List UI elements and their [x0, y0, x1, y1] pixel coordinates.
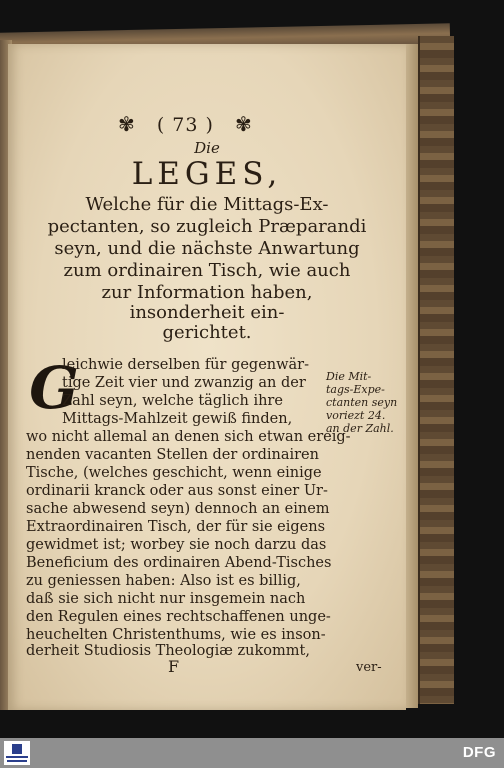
margin-note-line: an der Zahl. [326, 422, 394, 435]
title-die: Die [194, 139, 220, 157]
page-number: ( 73 ) [156, 114, 214, 136]
body-line: nenden vacanten Stellen der ordinairen [26, 447, 319, 463]
body-line: Mittags-Mahlzeit gewiß finden, [62, 411, 293, 427]
page-header [118, 112, 253, 136]
book-page [8, 44, 406, 710]
body-line: Extraordinairen Tisch, der für sie eigens [26, 519, 326, 535]
ornament-left-icon: ✾ [118, 112, 136, 136]
body-line: Beneficium des ordinairen Abend-Tisches [26, 555, 332, 571]
margin-note-line: Die Mit- [326, 370, 372, 383]
ornament-right-icon: ✾ [234, 112, 253, 136]
body-line: daß sie sich nicht nur insgemein nach [26, 591, 306, 607]
book-cover-edge [418, 36, 454, 704]
margin-note-line: ctanten seyn [326, 396, 398, 409]
dfg-logo[interactable]: DFG [462, 744, 496, 761]
body-line: ordinarii kranck oder aus sonst einer Ur- [26, 483, 328, 499]
body-line: sache abwesend seyn) dennoch an einem [26, 501, 330, 517]
body-line: wo nicht allemal an denen sich etwan ereig- [26, 429, 351, 445]
margin-note-line: tags-Expe- [326, 383, 385, 396]
body-line: derheit Studiosis Theologiæ zukommt, [26, 643, 310, 659]
library-logo-icon[interactable] [4, 741, 30, 765]
body-line: leichwie derselben für gegenwär- [62, 357, 310, 373]
body-line: gewidmet ist; worbey sie noch darzu das [26, 537, 327, 553]
subtitle-line: pectanten, so zugleich Præparandi [47, 216, 367, 237]
catchword: ver- [356, 660, 382, 675]
subtitle-line: gerichtet. [162, 322, 252, 343]
page-edges [404, 44, 418, 708]
subtitle-line: Welche für die Mittags-Ex- [85, 194, 329, 215]
subtitle-line: zur Information haben, [101, 282, 313, 303]
body-line: Zahl seyn, welche täglich ihre [62, 393, 283, 409]
title-leges: LEGES, [131, 156, 283, 192]
drop-cap: G [29, 354, 79, 422]
body-line: tige Zeit vier und zwanzig an der [62, 375, 306, 391]
body-line: zu geniessen haben: Also ist es billig, [26, 573, 301, 589]
body-line: den Regulen eines rechtschaffenen unge- [26, 609, 331, 625]
body-line: Tische, (welches geschicht, wenn einige [26, 465, 322, 481]
subtitle-line: zum ordinairen Tisch, wie auch [63, 260, 351, 281]
viewer-footer [0, 738, 504, 768]
signature-mark: F [168, 657, 180, 676]
subtitle-line: insonderheit ein- [129, 302, 285, 323]
subtitle-line: seyn, und die nächste Anwartung [54, 238, 360, 259]
margin-note-line: voriezt 24. [326, 409, 386, 422]
body-line: heuchelten Christenthums, wie es inson- [26, 627, 326, 643]
